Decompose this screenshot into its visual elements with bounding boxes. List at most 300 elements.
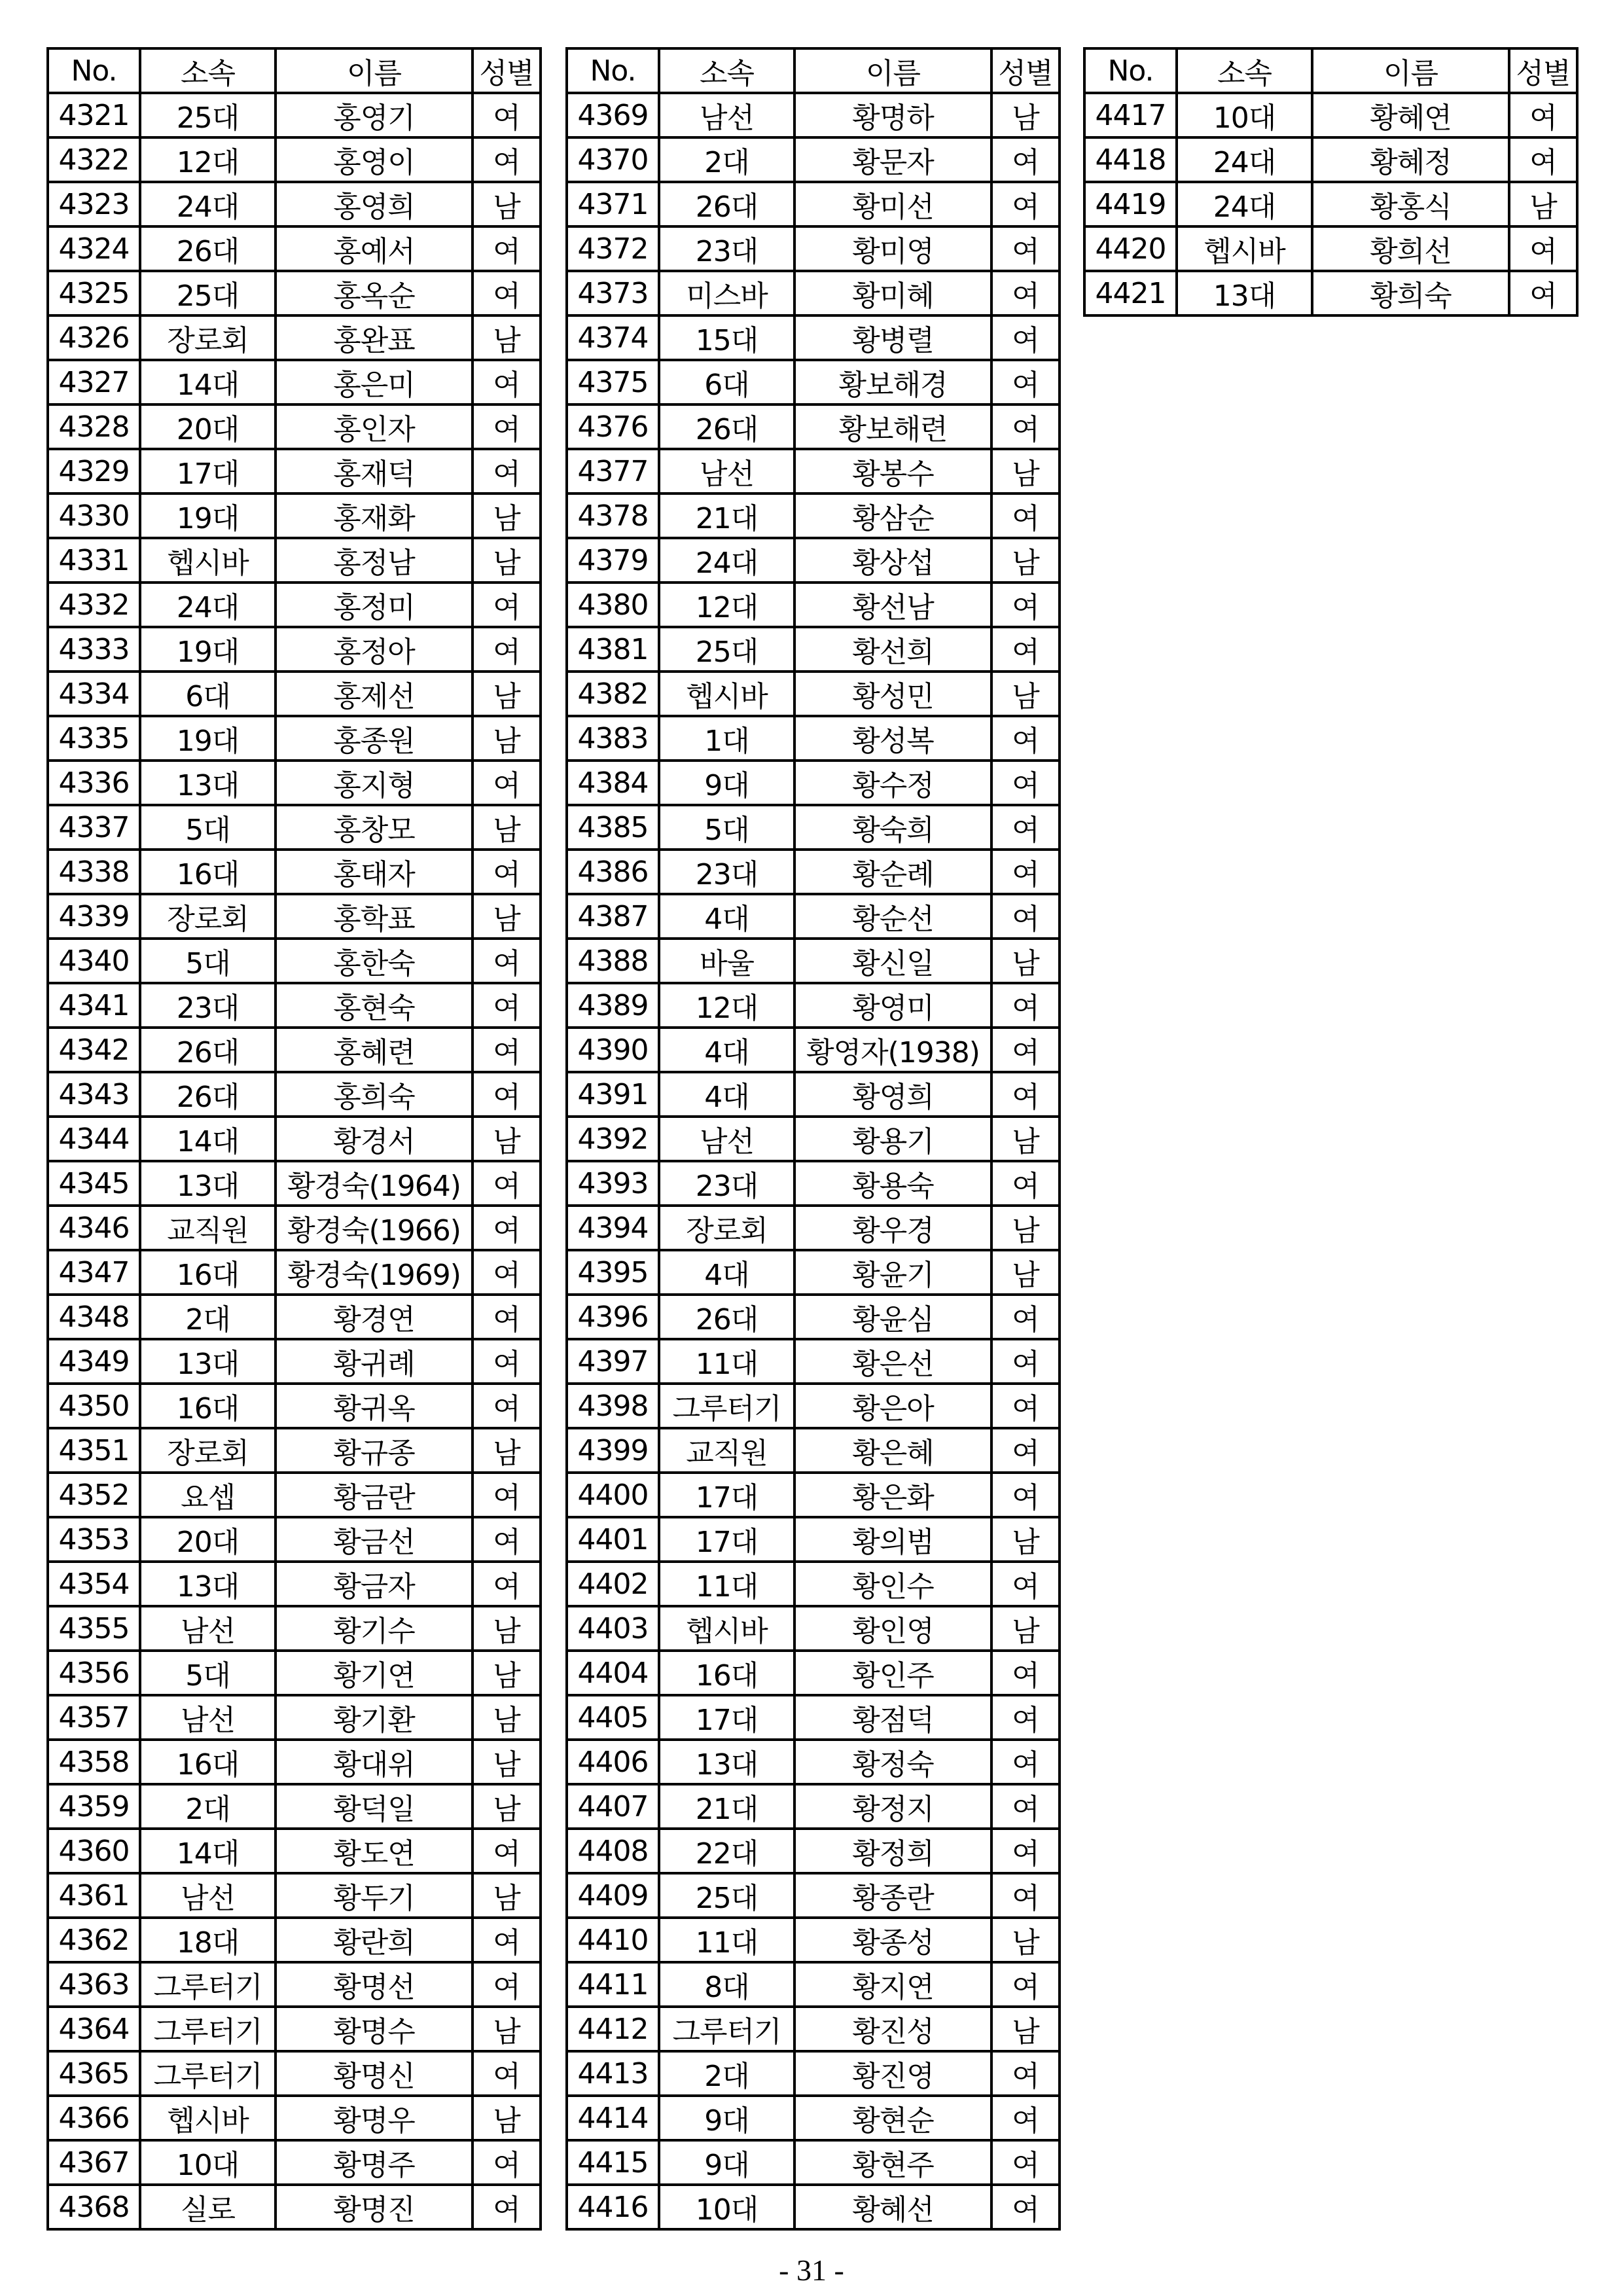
cell-name: 황은선 [794,1339,991,1384]
table-row [567,939,1060,983]
cell-no: 4340 [48,939,140,983]
cell-name: 황순선 [794,894,991,939]
cell-sex: 여 [473,1829,541,1873]
cell-sex: 여 [991,1695,1060,1740]
table-row [567,1028,1060,1072]
cell-sex: 여 [991,182,1060,226]
cell-name: 황정지 [794,1784,991,1829]
cell-name: 홍제선 [276,672,473,716]
cell-no: 4389 [567,983,659,1028]
cell-sex: 여 [991,583,1060,627]
table-row [567,493,1060,538]
cell-sex: 여 [473,583,541,627]
cell-sex: 남 [473,1784,541,1829]
cell-name: 황영미 [794,983,991,1028]
cell-sex: 남 [473,315,541,360]
cell-name: 황미혜 [794,271,991,315]
cell-name: 황현주 [794,2140,991,2185]
cell-name: 황명하 [794,93,991,137]
cell-no: 4417 [1084,93,1177,137]
cell-unit: 그루터기 [140,1962,276,2007]
cell-name: 황희선 [1312,226,1509,271]
cell-name: 황용기 [794,1117,991,1161]
table-row [567,1784,1060,1829]
cell-no: 4403 [567,1606,659,1651]
cell-unit: 14대 [140,360,276,404]
cell-name: 홍옥순 [276,271,473,315]
cell-sex: 여 [1509,137,1577,182]
cell-name: 황희숙 [1312,271,1509,315]
cell-no: 4393 [567,1161,659,1206]
table-row [567,1384,1060,1428]
roster-table-1 [46,47,542,2231]
table-row [567,2051,1060,2096]
header-row [48,48,541,93]
cell-name: 황정숙 [794,1740,991,1784]
table-row [1084,182,1577,226]
cell-unit: 헵시바 [140,538,276,583]
table-row [567,1117,1060,1161]
table-row [48,627,541,672]
cell-sex: 여 [473,1028,541,1072]
cell-sex: 여 [991,1740,1060,1784]
cell-unit: 24대 [1177,137,1312,182]
table-row [48,583,541,627]
cell-name: 황신일 [794,939,991,983]
table-row [48,1072,541,1117]
cell-sex: 여 [991,983,1060,1028]
cell-unit: 22대 [659,1829,794,1873]
cell-sex: 여 [991,761,1060,805]
cell-sex: 남 [473,493,541,538]
cell-unit: 요셉 [140,1473,276,1517]
cell-unit: 19대 [140,493,276,538]
cell-sex: 여 [1509,271,1577,315]
cell-sex: 여 [473,271,541,315]
cell-sex: 남 [991,1918,1060,1962]
table-row [567,1873,1060,1918]
cell-sex: 남 [473,805,541,850]
cell-name: 황경서 [276,1117,473,1161]
cell-sex: 남 [991,93,1060,137]
cell-sex: 남 [1509,182,1577,226]
cell-no: 4334 [48,672,140,716]
table-row [48,2007,541,2051]
cell-name: 황인주 [794,1651,991,1695]
cell-unit: 헵시바 [1177,226,1312,271]
header-sex: 성별 [473,48,541,93]
cell-name: 황인영 [794,1606,991,1651]
table-row [567,315,1060,360]
cell-sex: 남 [991,672,1060,716]
cell-unit: 12대 [659,583,794,627]
table-row [48,1784,541,1829]
cell-no: 4398 [567,1384,659,1428]
cell-sex: 여 [473,1517,541,1562]
cell-name: 황보해련 [794,404,991,449]
table-row [1084,93,1577,137]
cell-unit: 17대 [659,1517,794,1562]
cell-no: 4371 [567,182,659,226]
cell-name: 황미선 [794,182,991,226]
cell-sex: 여 [473,1473,541,1517]
table-row [48,2140,541,2185]
cell-sex: 여 [991,1829,1060,1873]
cell-unit: 10대 [659,2185,794,2229]
cell-name: 황기연 [276,1651,473,1695]
cell-no: 4363 [48,1962,140,2007]
cell-name: 황기수 [276,1606,473,1651]
cell-unit: 남선 [659,93,794,137]
cell-name: 황점덕 [794,1695,991,1740]
table-row [567,1918,1060,1962]
cell-unit: 그루터기 [659,1384,794,1428]
header-name: 이름 [276,48,473,93]
cell-unit: 14대 [140,1117,276,1161]
table-row [567,805,1060,850]
cell-unit: 4대 [659,1072,794,1117]
cell-sex: 남 [991,939,1060,983]
table-row [48,182,541,226]
cell-sex: 여 [991,627,1060,672]
cell-sex: 여 [473,2051,541,2096]
cell-name: 황의범 [794,1517,991,1562]
cell-name: 황상섭 [794,538,991,583]
table-row [48,1117,541,1161]
cell-unit: 17대 [659,1695,794,1740]
cell-unit: 5대 [659,805,794,850]
table-row [567,1962,1060,2007]
cell-sex: 여 [991,137,1060,182]
table-row [567,1517,1060,1562]
cell-unit: 4대 [659,1028,794,1072]
cell-unit: 11대 [659,1339,794,1384]
cell-no: 4336 [48,761,140,805]
cell-no: 4391 [567,1072,659,1117]
cell-sex: 남 [473,1117,541,1161]
cell-name: 황윤심 [794,1295,991,1339]
table-row [48,1206,541,1250]
table-row [567,1295,1060,1339]
cell-no: 4396 [567,1295,659,1339]
table-row [567,182,1060,226]
cell-unit: 25대 [659,627,794,672]
cell-name: 황경숙(1964) [276,1161,473,1206]
cell-name: 황대위 [276,1740,473,1784]
cell-name: 황명주 [276,2140,473,2185]
cell-name: 홍희숙 [276,1072,473,1117]
header-no: No. [567,48,659,93]
cell-name: 황규종 [276,1428,473,1473]
cell-unit: 4대 [659,1250,794,1295]
cell-no: 4376 [567,404,659,449]
table-row [48,1829,541,1873]
cell-no: 4330 [48,493,140,538]
cell-sex: 남 [473,1695,541,1740]
cell-unit: 헵시바 [140,2096,276,2140]
cell-name: 홍종원 [276,716,473,761]
table-row [567,1695,1060,1740]
cell-no: 4374 [567,315,659,360]
table-row [567,2096,1060,2140]
cell-sex: 여 [991,493,1060,538]
cell-name: 황명신 [276,2051,473,2096]
cell-sex: 여 [991,226,1060,271]
table-row [567,761,1060,805]
cell-no: 4338 [48,850,140,894]
cell-sex: 남 [473,1651,541,1695]
cell-unit: 26대 [659,1295,794,1339]
cell-unit: 헵시바 [659,1606,794,1651]
cell-sex: 여 [991,1562,1060,1606]
cell-name: 홍은미 [276,360,473,404]
cell-name: 황병렬 [794,315,991,360]
cell-name: 황보해경 [794,360,991,404]
cell-no: 4411 [567,1962,659,2007]
cell-sex: 남 [991,1250,1060,1295]
cell-name: 황명진 [276,2185,473,2229]
cell-unit: 5대 [140,939,276,983]
cell-sex: 여 [473,1339,541,1384]
table-row [567,2007,1060,2051]
cell-no: 4364 [48,2007,140,2051]
cell-unit: 26대 [140,226,276,271]
cell-no: 4365 [48,2051,140,2096]
header-no: No. [1084,48,1177,93]
cell-sex: 여 [991,716,1060,761]
header-unit: 소속 [659,48,794,93]
cell-no: 4348 [48,1295,140,1339]
table-row [567,1161,1060,1206]
cell-name: 홍혜련 [276,1028,473,1072]
cell-name: 황현순 [794,2096,991,2140]
cell-unit: 13대 [140,1161,276,1206]
cell-no: 4324 [48,226,140,271]
cell-no: 4368 [48,2185,140,2229]
table-row [48,137,541,182]
cell-name: 황정희 [794,1829,991,1873]
table-row [48,1250,541,1295]
table-row [48,983,541,1028]
cell-no: 4413 [567,2051,659,2096]
cell-sex: 여 [473,1072,541,1117]
table-row [48,761,541,805]
cell-name: 황봉수 [794,449,991,493]
cell-no: 4394 [567,1206,659,1250]
cell-unit: 남선 [140,1695,276,1740]
cell-no: 4345 [48,1161,140,1206]
cell-name: 황혜선 [794,2185,991,2229]
cell-sex: 여 [473,1562,541,1606]
cell-unit: 6대 [140,672,276,716]
cell-no: 4397 [567,1339,659,1384]
cell-name: 홍인자 [276,404,473,449]
cell-unit: 25대 [659,1873,794,1918]
table-row [48,2185,541,2229]
cell-unit: 그루터기 [659,2007,794,2051]
cell-unit: 26대 [659,182,794,226]
cell-unit: 5대 [140,1651,276,1695]
header-unit: 소속 [140,48,276,93]
table-row [567,1473,1060,1517]
cell-sex: 남 [473,1606,541,1651]
cell-no: 4322 [48,137,140,182]
cell-sex: 여 [473,1918,541,1962]
cell-no: 4329 [48,449,140,493]
cell-name: 홍학표 [276,894,473,939]
cell-sex: 남 [991,2007,1060,2051]
cell-name: 황란희 [276,1918,473,1962]
cell-name: 황도연 [276,1829,473,1873]
table-row [567,1250,1060,1295]
cell-unit: 23대 [659,1161,794,1206]
cell-unit: 헵시바 [659,672,794,716]
cell-no: 4392 [567,1117,659,1161]
table-row [48,404,541,449]
cell-name: 황은혜 [794,1428,991,1473]
table-row [567,2185,1060,2229]
cell-name: 홍지형 [276,761,473,805]
cell-sex: 여 [991,1295,1060,1339]
cell-name: 황종성 [794,1918,991,1962]
cell-sex: 여 [991,805,1060,850]
cell-no: 4384 [567,761,659,805]
table-row [48,1651,541,1695]
cell-no: 4373 [567,271,659,315]
cell-no: 4386 [567,850,659,894]
cell-no: 4399 [567,1428,659,1473]
table-row [1084,226,1577,271]
cell-name: 황금자 [276,1562,473,1606]
cell-name: 황영희 [794,1072,991,1117]
cell-no: 4361 [48,1873,140,1918]
cell-no: 4407 [567,1784,659,1829]
cell-sex: 남 [473,2007,541,2051]
cell-unit: 16대 [140,1250,276,1295]
cell-unit: 5대 [140,805,276,850]
cell-no: 4362 [48,1918,140,1962]
cell-name: 황명수 [276,2007,473,2051]
cell-sex: 여 [991,2051,1060,2096]
cell-sex: 여 [991,1428,1060,1473]
cell-name: 홍영이 [276,137,473,182]
cell-sex: 여 [473,404,541,449]
cell-no: 4353 [48,1517,140,1562]
table-row [48,226,541,271]
cell-unit: 18대 [140,1918,276,1962]
cell-sex: 여 [991,1473,1060,1517]
cell-name: 홍영희 [276,182,473,226]
cell-name: 황지연 [794,1962,991,2007]
table-row [48,1562,541,1606]
cell-unit: 17대 [140,449,276,493]
cell-name: 황은아 [794,1384,991,1428]
cell-no: 4333 [48,627,140,672]
table-row [567,226,1060,271]
table-row [567,1829,1060,1873]
cell-no: 4401 [567,1517,659,1562]
cell-no: 4390 [567,1028,659,1072]
cell-unit: 그루터기 [140,2051,276,2096]
cell-no: 4328 [48,404,140,449]
cell-unit: 10대 [1177,93,1312,137]
cell-name: 황윤기 [794,1250,991,1295]
cell-no: 4337 [48,805,140,850]
table-row [48,315,541,360]
cell-no: 4342 [48,1028,140,1072]
cell-no: 4414 [567,2096,659,2140]
header-unit: 소속 [1177,48,1312,93]
cell-name: 황성민 [794,672,991,716]
cell-sex: 남 [473,894,541,939]
cell-name: 홍창모 [276,805,473,850]
cell-name: 황혜정 [1312,137,1509,182]
cell-sex: 남 [473,1428,541,1473]
header-no: No. [48,48,140,93]
cell-sex: 여 [991,2185,1060,2229]
table-row [567,2140,1060,2185]
cell-unit: 19대 [140,716,276,761]
cell-unit: 11대 [659,1562,794,1606]
cell-name: 황인수 [794,1562,991,1606]
cell-no: 4405 [567,1695,659,1740]
cell-sex: 여 [473,850,541,894]
cell-sex: 여 [473,2185,541,2229]
cell-sex: 여 [473,1206,541,1250]
cell-unit: 26대 [659,404,794,449]
cell-no: 4383 [567,716,659,761]
cell-no: 4332 [48,583,140,627]
table-row [567,716,1060,761]
table-row [567,850,1060,894]
table-row [567,1339,1060,1384]
cell-name: 홍영기 [276,93,473,137]
cell-sex: 여 [473,627,541,672]
cell-no: 4323 [48,182,140,226]
cell-name: 홍한숙 [276,939,473,983]
cell-sex: 여 [473,226,541,271]
cell-unit: 2대 [659,2051,794,2096]
cell-sex: 여 [991,1028,1060,1072]
table-row [48,1161,541,1206]
cell-name: 황선희 [794,627,991,672]
cell-unit: 16대 [140,1740,276,1784]
cell-sex: 여 [473,2140,541,2185]
cell-no: 4349 [48,1339,140,1384]
cell-sex: 남 [991,1206,1060,1250]
cell-sex: 남 [991,449,1060,493]
cell-unit: 4대 [659,894,794,939]
cell-name: 황경숙(1966) [276,1206,473,1250]
cell-unit: 10대 [140,2140,276,2185]
cell-name: 황수정 [794,761,991,805]
cell-unit: 1대 [659,716,794,761]
cell-unit: 24대 [140,182,276,226]
table-row [567,93,1060,137]
cell-name: 황두기 [276,1873,473,1918]
cell-unit: 남선 [140,1606,276,1651]
cell-name: 홍태자 [276,850,473,894]
cell-no: 4341 [48,983,140,1028]
cell-no: 4351 [48,1428,140,1473]
cell-unit: 11대 [659,1918,794,1962]
cell-unit: 남선 [659,449,794,493]
cell-sex: 남 [473,538,541,583]
cell-name: 홍정미 [276,583,473,627]
table-row [48,1740,541,1784]
cell-unit: 17대 [659,1473,794,1517]
cell-no: 4380 [567,583,659,627]
